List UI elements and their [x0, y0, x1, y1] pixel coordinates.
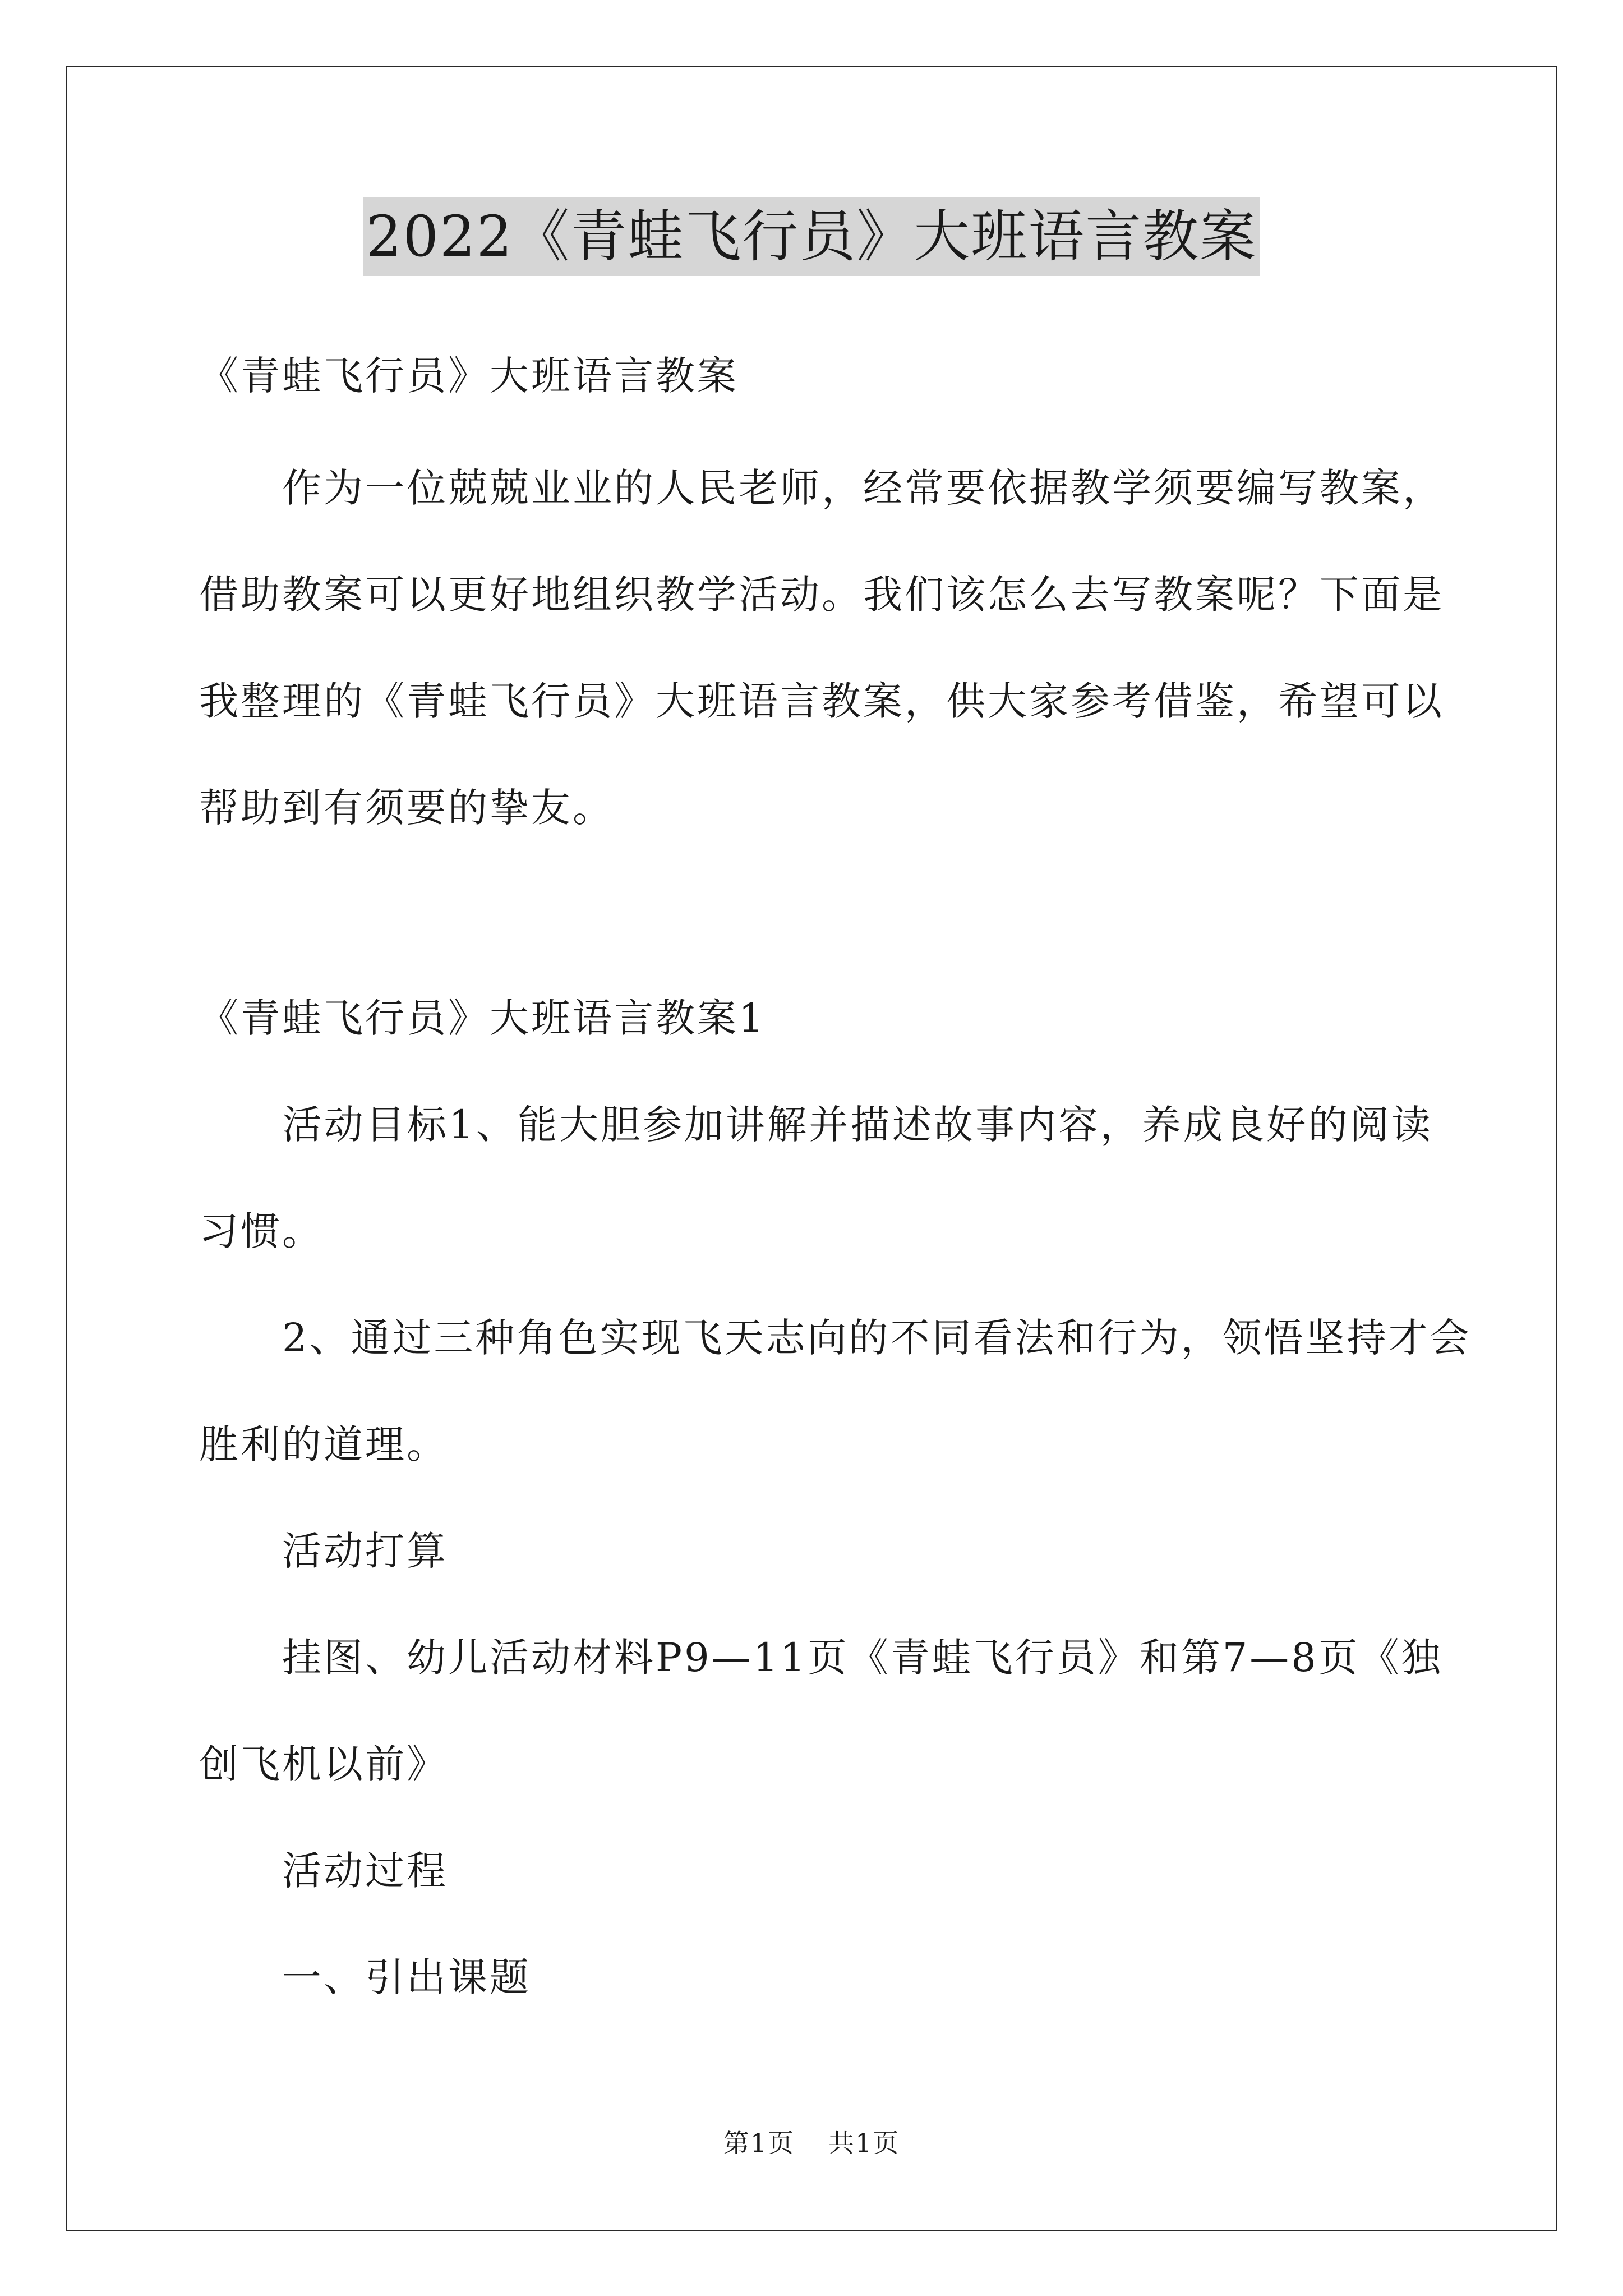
process-step-1: 一、引出课题: [199, 1954, 531, 2000]
page-number-current: 第1页: [723, 2128, 795, 2158]
page-number-total: 共1页: [828, 2128, 900, 2158]
intro-line-4: 帮助到有须要的挚友。: [199, 785, 614, 831]
objective-line-1: 活动目标1、能大胆参加讲解并描述故事内容，养成良好的阅读: [199, 1102, 1433, 1148]
objective-line-4: 胜利的道理。: [199, 1421, 448, 1467]
title-container: [0, 197, 1623, 276]
objective-line-3: 2、通过三种角色实现飞天志向的不同看法和行为，领悟坚持才会: [199, 1315, 1472, 1361]
intro-line-1: 作为一位兢兢业业的人民老师，经常要依据教学须要编写教案，: [199, 465, 1444, 511]
intro-line-3: 我整理的《青蛙飞行员》大班语言教案，供大家参考借鉴，希望可以: [199, 678, 1444, 724]
intro-line-2: 借助教案可以更好地组织教学活动。我们该怎么去写教案呢？下面是: [199, 572, 1444, 618]
document-title: 2022《青蛙飞行员》大班语言教案: [363, 197, 1261, 276]
materials-line-2: 创飞机以前》: [199, 1741, 448, 1787]
preparation-heading: 活动打算: [199, 1528, 448, 1574]
materials-line-1: 挂图、幼儿活动材料P9—11页《青蛙飞行员》和第7—8页《独: [199, 1635, 1443, 1681]
process-heading: 活动过程: [199, 1848, 448, 1894]
page-footer: [0, 2126, 1623, 2160]
section-heading-1: 《青蛙飞行员》大班语言教案1: [199, 995, 766, 1041]
objective-line-2: 习惯。: [199, 1208, 324, 1254]
subtitle-line: 《青蛙飞行员》大班语言教案: [199, 353, 739, 399]
